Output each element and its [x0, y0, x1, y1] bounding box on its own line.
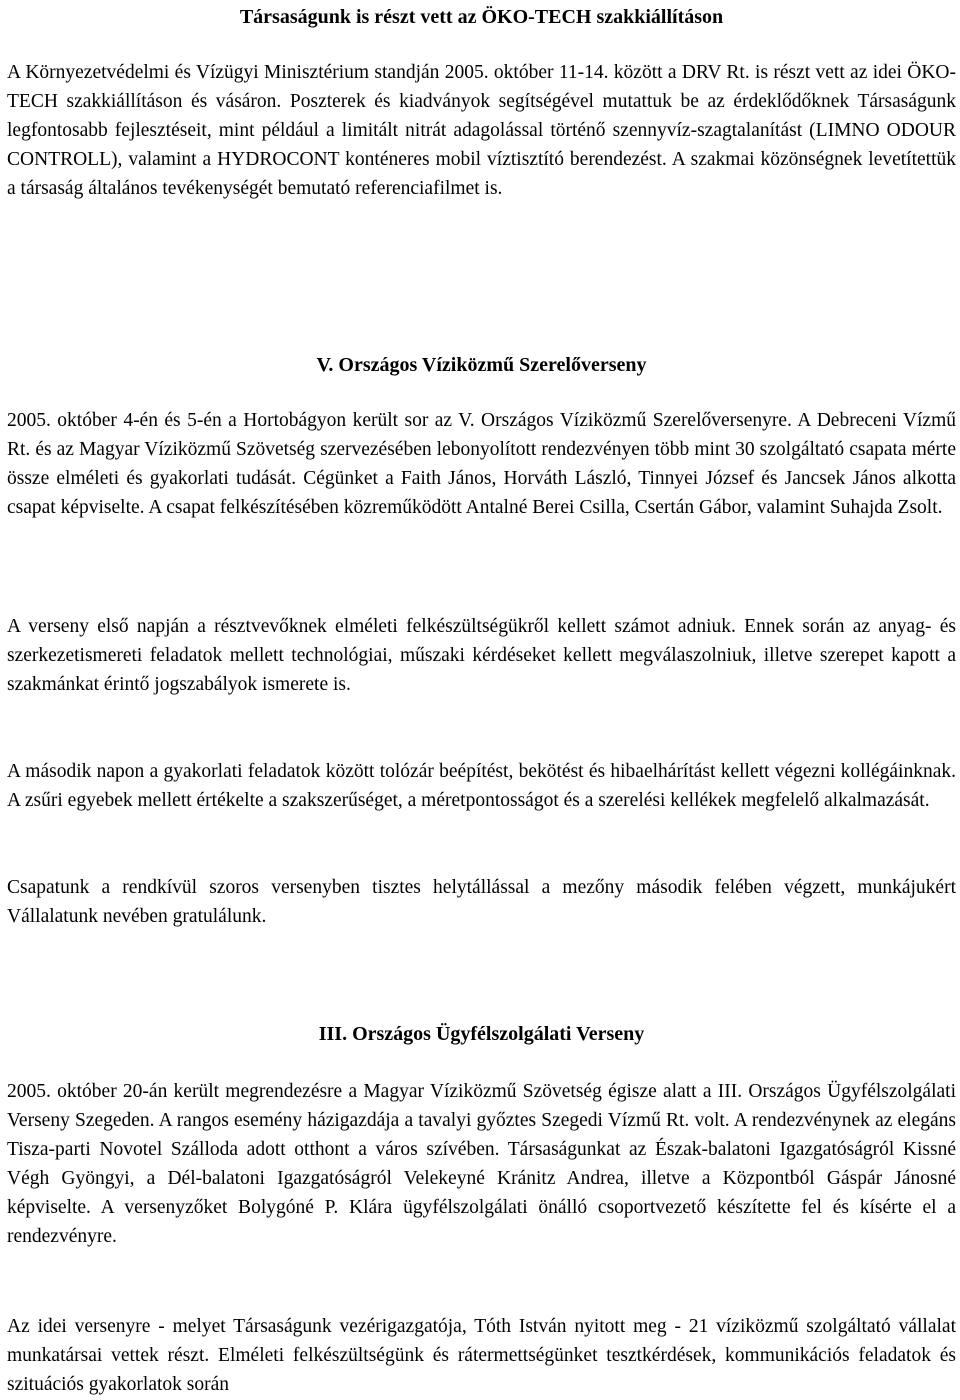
paragraph-szereloverseny-day2: A második napon a gyakorlati feladatok között tolózár beépítést, bekötést és hibaelhárítást kellett végezni kollégáinknak. A zsűri egyebek mellett értékelte a szakszerűséget, a méretpontosságot és a szerelési kellékek megfelelő alkalmazását. — [7, 761, 956, 811]
paragraph-szereloverseny-intro: 2005. október 4-én és 5-én a Hortobágyon került sor az V. Országos Víziközmű Szerelőversenyre. A Debreceni Vízmű Rt. és az Magyar Víziközmű Szövetség szervezésében lebonyolított rendezvényen több mint 30 szolgáltató csapata mérte össze elméleti és gyakorlati tudását. Cégünket a Faith János, Horváth László, Tinnyei József és Jancsek János alkotta csapat képviselte. A csapat felkészítésében közreműködött Antalné Berei Csilla, Csertán Gábor, valamint Suhajda Zsolt. — [7, 410, 956, 518]
paragraph-ugyfelszolgalati-participants: Az idei versenyre - melyet Társaságunk vezérigazgatója, Tóth István nyitott meg - 21 víziközmű szolgáltató vállalat munkatársai vettek részt. Elméleti felkészültségünk és rátermettségünket tesztkérdések, kommunikációs feladatok és szituációs gyakorlatok során — [7, 1316, 956, 1395]
section-title-ugyfelszolgalati: III. Országos Ügyfélszolgálati Verseny — [318, 1023, 645, 1045]
section-title-szereloverseny: V. Országos Víziközmű Szerelőverseny — [316, 354, 647, 376]
paragraph-ugyfelszolgalati-intro: 2005. október 20-án került megrendezésre a Magyar Víziközmű Szövetség égisze alatt a III. Országos Ügyfélszolgálati Verseny Szegeden. A rangos esemény házigazdája a tavalyi győztes Szegedi Vízmű Rt. volt. A rendezvénynek az elegáns Tisza-parti Novotel Szálloda adott otthont a város szívében. Társaságunkat az Észak-balatoni Igazgatóságról Kissné Végh Gyöngyi, a Dél-balatoni Igazgatóságról Velekeyné Kránitz Andrea, illetve a Központból Gáspár Jánosné képviselte. A versenyzőket Bolygóné P. Klára ügyfélszolgálati önálló csoportvezető készítette fel és kísérte el a rendezvényre. — [7, 1081, 956, 1247]
section-title-okotech: Társaságunk is részt vett az ÖKO-TECH szakkiállításon — [239, 6, 724, 28]
paragraph-szereloverseny-day1: A verseny első napján a résztvevőknek elméleti felkészültségükről kellett számot adniuk. Ennek során az anyag- és szerkezetismereti feladatok mellett technológiai, műszaki kérdéseket kellett megválaszolniuk, illetve szerepet kapott a szakmánkat érintő jogszabályok ismerete is. — [7, 616, 956, 695]
paragraph-szereloverseny-result: Csapatunk a rendkívül szoros versenyben tisztes helytállással a mezőny második felében végzett, munkájukért Vállalatunk nevében gratulálunk. — [7, 877, 956, 927]
paragraph-okotech: A Környezetvédelmi és Vízügyi Minisztérium standján 2005. október 11-14. között a DRV Rt. is részt vett az idei ÖKO-TECH szakkiállításon és vásáron. Poszterek és kiadványok segítségével mutattuk be az érdeklődőknek Társaságunk legfontosabb fejlesztéseit, mint például a limitált nitrát adagolással történő szennyvíz-szagtalanítást (LIMNO ODOUR CONTROLL), valamint a HYDROCONT konténeres mobil víztisztító berendezést. A szakmai közönségnek levetítettük a társaság általános tevékenységét bemutató referenciafilmet is. — [7, 62, 956, 199]
